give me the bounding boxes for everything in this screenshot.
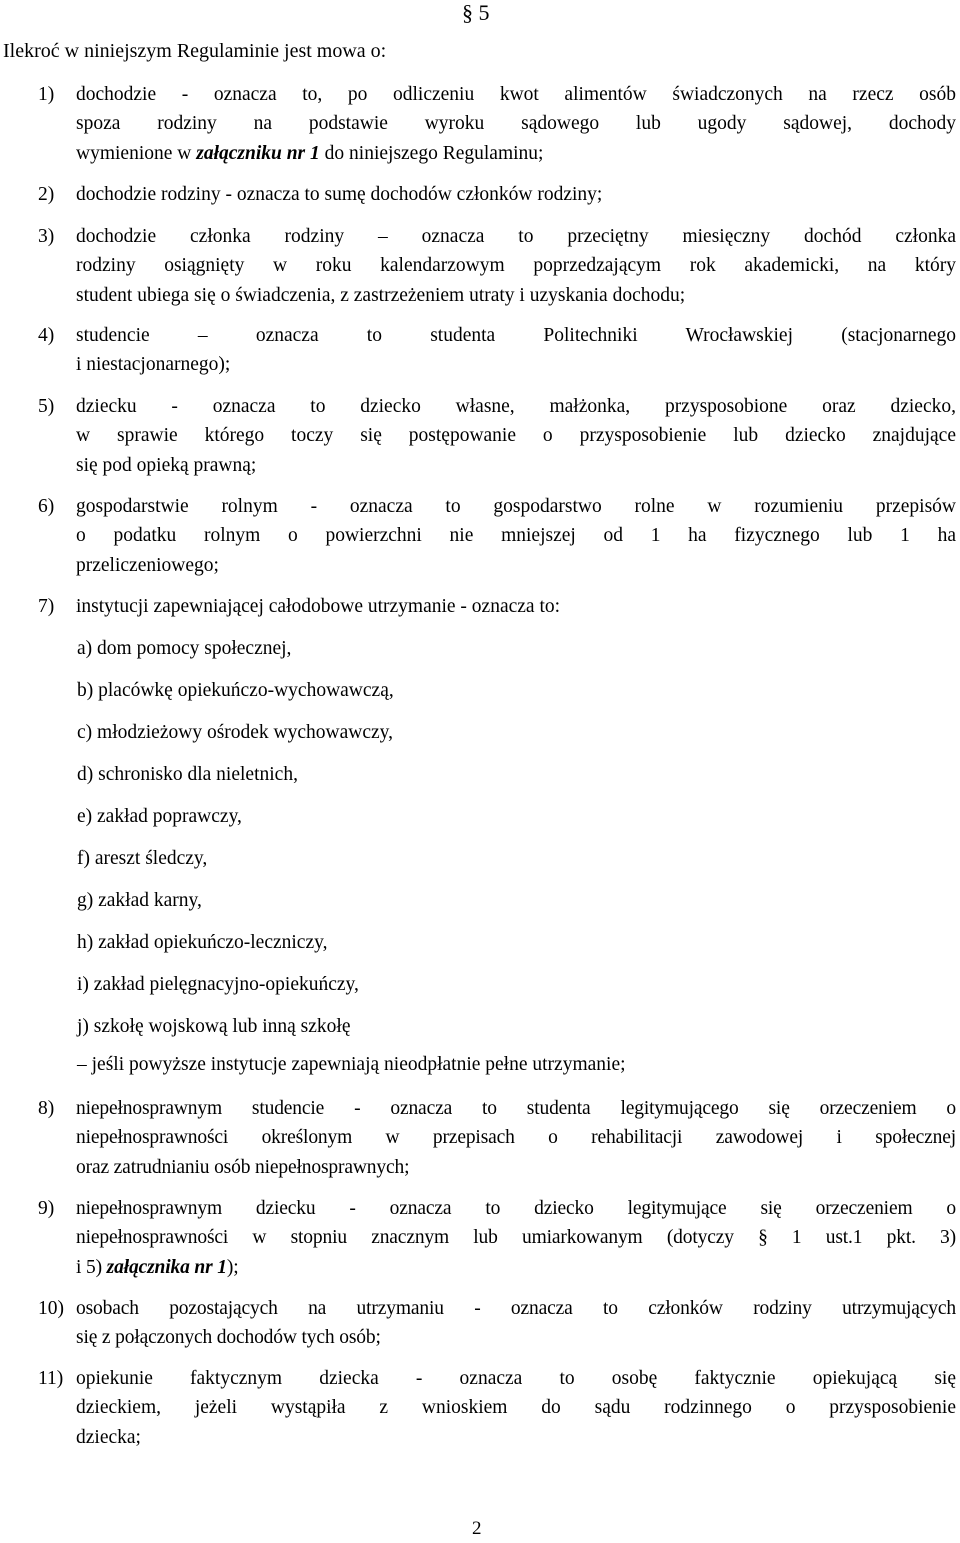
text-line: o podatku rolnym o powierzchni nie mniejszej od 1 ha fizycznego lub 1 ha xyxy=(76,525,956,547)
text-line: rodziny osiągnięty w roku kalendarzowym poprzedzającym rok akademicki, na który xyxy=(76,255,956,277)
item-text xyxy=(76,321,956,380)
institution-item: j) szkołę wojskową lub inną szkołę xyxy=(77,1016,351,1037)
institution-item: e) zakład poprawczy, xyxy=(77,806,242,827)
definition-item-5 xyxy=(38,392,956,480)
text-line: spoza rodziny na podstawie wyroku sądowego lub ugody sądowej, dochody xyxy=(76,113,956,135)
text-line: i niestacjonarnego); xyxy=(76,354,231,376)
definition-item-9 xyxy=(38,1194,956,1282)
item-number: 3) xyxy=(38,226,55,247)
item-number: 9) xyxy=(38,1198,55,1219)
text-line: dziecka; xyxy=(76,1426,141,1448)
text-line: osobach pozostających na utrzymaniu - oznacza to członków rodziny utrzymujących xyxy=(76,1298,956,1319)
text-line xyxy=(76,139,956,168)
text-fragment: wymienione w xyxy=(76,142,197,164)
institution-item: h) zakład opiekuńczo-leczniczy, xyxy=(77,932,328,953)
section-number: 5 xyxy=(478,0,490,25)
item-number: 8) xyxy=(38,1098,55,1119)
text-line: dochodzie rodziny - oznacza to sumę dochodów członków rodziny; xyxy=(76,184,603,205)
item-number: 2) xyxy=(38,184,55,205)
institution-item: a) dom pomocy społecznej, xyxy=(77,638,292,659)
institution-item: d) schronisko dla nieletnich, xyxy=(77,764,298,785)
institution-item: f) areszt śledczy, xyxy=(77,848,208,869)
text-line: niepełnosprawnym studencie - oznacza to studenta legitymującego się orzeczeniem o xyxy=(76,1098,956,1119)
text-line: instytucji zapewniającej całodobowe utrzymanie - oznacza to: xyxy=(76,596,561,617)
definition-item-10 xyxy=(38,1294,956,1353)
text-line: się pod opieką prawną; xyxy=(76,454,257,476)
text-line: przeliczeniowego; xyxy=(76,554,219,576)
text-fragment: ); xyxy=(226,1256,239,1278)
text-line: niepełnosprawności w stopniu znacznym lub umiarkowanym (dotyczy § 1 ust.1 pkt. 3) xyxy=(76,1227,956,1249)
item-number: 4) xyxy=(38,325,55,346)
item-text xyxy=(76,80,956,168)
section-symbol: § xyxy=(462,0,473,25)
definition-item-2 xyxy=(38,180,956,209)
text-line: dziecku - oznacza to dziecko własne, małżonka, przysposobione oraz dziecko, xyxy=(76,396,956,417)
text-line: niepełnosprawności określonym w przepisach o rehabilitacji zawodowej i społecznej xyxy=(76,1127,956,1149)
item-text xyxy=(76,180,956,209)
definition-item-6 xyxy=(38,492,956,580)
section-heading xyxy=(462,0,490,26)
item-number: 7) xyxy=(38,596,55,617)
text-fragment: do niniejszego Regulaminu; xyxy=(319,142,544,164)
item-text xyxy=(76,1364,956,1452)
definition-item-1 xyxy=(38,80,956,168)
text-fragment: i 5) xyxy=(76,1256,107,1278)
intro-text: Ilekroć w niniejszym Regulaminie jest mowa o: xyxy=(3,40,387,62)
item-number: 5) xyxy=(38,396,55,417)
definition-item-7 xyxy=(38,592,956,621)
attachment-reference: załącznika nr 1 xyxy=(106,1256,227,1278)
text-line: dzieckiem, jeżeli wystąpiła z wnioskiem do sądu rodzinnego o przysposobienie xyxy=(76,1397,956,1419)
item-text xyxy=(76,492,956,580)
item-number: 11) xyxy=(38,1368,64,1389)
item-text xyxy=(76,392,956,480)
item-text xyxy=(76,592,956,621)
page-number: 2 xyxy=(472,1518,482,1539)
institution-item: g) zakład karny, xyxy=(77,890,202,911)
text-line xyxy=(76,1253,956,1282)
item-text xyxy=(76,222,956,310)
institution-item: b) placówkę opiekuńczo-wychowawczą, xyxy=(77,680,394,701)
text-line: dochodzie członka rodziny – oznacza to przeciętny miesięczny dochód członka xyxy=(76,226,956,247)
text-line: oraz zatrudnianiu osób niepełnosprawnych; xyxy=(76,1156,410,1178)
item-number: 10) xyxy=(38,1298,64,1319)
definition-item-4 xyxy=(38,321,956,380)
item-text xyxy=(76,1294,956,1353)
attachment-reference: załączniku nr 1 xyxy=(196,142,320,164)
text-line: gospodarstwie rolnym - oznacza to gospodarstwo rolne w rozumieniu przepisów xyxy=(76,496,956,517)
item-text xyxy=(76,1194,956,1282)
item-number: 6) xyxy=(38,496,55,517)
definition-item-11 xyxy=(38,1364,956,1452)
item-number: 1) xyxy=(38,84,55,105)
institution-item: i) zakład pielęgnacyjno-opiekuńczy, xyxy=(77,974,359,995)
text-line: się z połączonych dochodów tych osób; xyxy=(76,1327,381,1349)
institution-item: c) młodzieżowy ośrodek wychowawczy, xyxy=(77,722,394,743)
item-text xyxy=(76,1094,956,1182)
text-line: opiekunie faktycznym dziecka - oznacza to osobę faktycznie opiekującą się xyxy=(76,1368,956,1389)
text-line: student ubiega się o świadczenia, z zastrzeżeniem utraty i uzyskania dochodu; xyxy=(76,284,686,306)
institutions-closing-note: – jeśli powyższe instytucje zapewniają nieodpłatnie pełne utrzymanie; xyxy=(77,1054,626,1075)
text-line: niepełnosprawnym dziecku - oznacza to dziecko legitymujące się orzeczeniem o xyxy=(76,1198,956,1219)
text-line: w sprawie którego toczy się postępowanie o przysposobienie lub dziecko znajdujące xyxy=(76,425,956,447)
text-line: dochodzie - oznacza to, po odliczeniu kwot alimentów świadczonych na rzecz osób xyxy=(76,84,956,105)
definition-item-3 xyxy=(38,222,956,310)
text-line: studencie – oznacza to studenta Politechniki Wrocławskiej (stacjonarnego xyxy=(76,325,956,346)
definition-item-8 xyxy=(38,1094,956,1182)
